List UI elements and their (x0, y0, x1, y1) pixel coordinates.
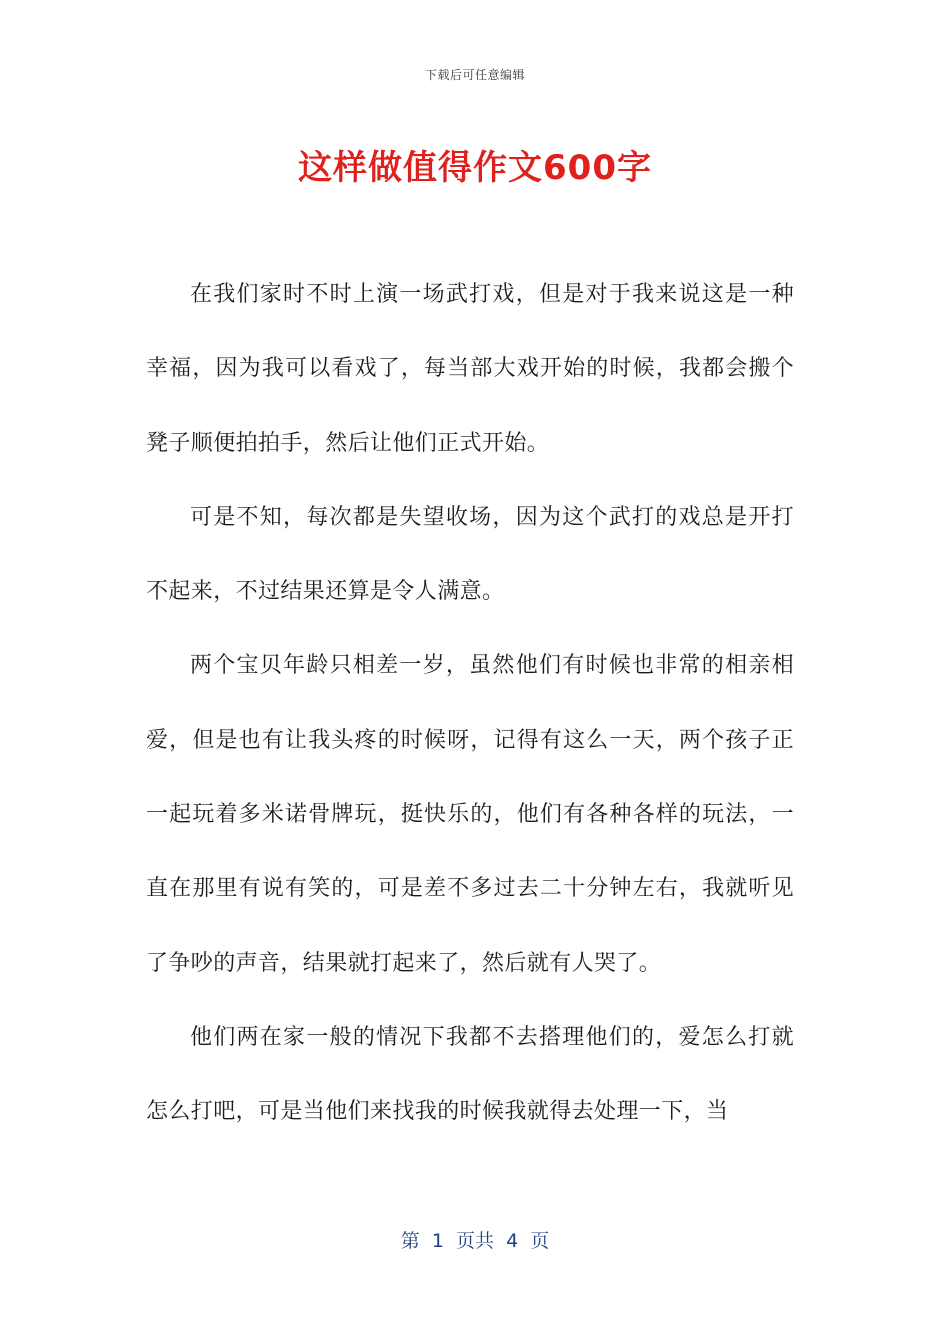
document-title: 这样做值得作文600字 (298, 148, 652, 188)
paragraph-3: 两个宝贝年龄只相差一岁，虽然他们有时候也非常的相亲相爱，但是也有让我头疼的时候呀，记得有这么一天，两个孩子正一起玩着多米诺骨牌玩，挺快乐的，他们有各种各样的玩法，一直在那里有说有笑的，可是差不多过去二十分钟左右，我就听见了争吵的声音，结果就打起来了，然后就有人哭了。 (146, 653, 794, 976)
document-body (146, 258, 794, 1150)
paragraph-1: 在我们家时不时上演一场武打戏，但是对于我来说这是一种幸福，因为我可以看戏了，每当部大戏开始的时候，我都会搬个凳子顺便拍拍手，然后让他们正式开始。 (146, 282, 794, 456)
paragraph-2: 可是不知，每次都是失望收场，因为这个武打的戏总是开打不起来，不过结果还算是令人满意。 (146, 504, 794, 605)
page-number-footer: 第 1 页共 4 页 (400, 1230, 550, 1252)
paragraph-4: 他们两在家一般的情况下我都不去搭理他们的，爱怎么打就怎么打吧，可是当他们来找我的时候我就得去处理一下，当 (146, 1024, 794, 1125)
header-note: 下载后可任意编辑 (424, 68, 525, 82)
